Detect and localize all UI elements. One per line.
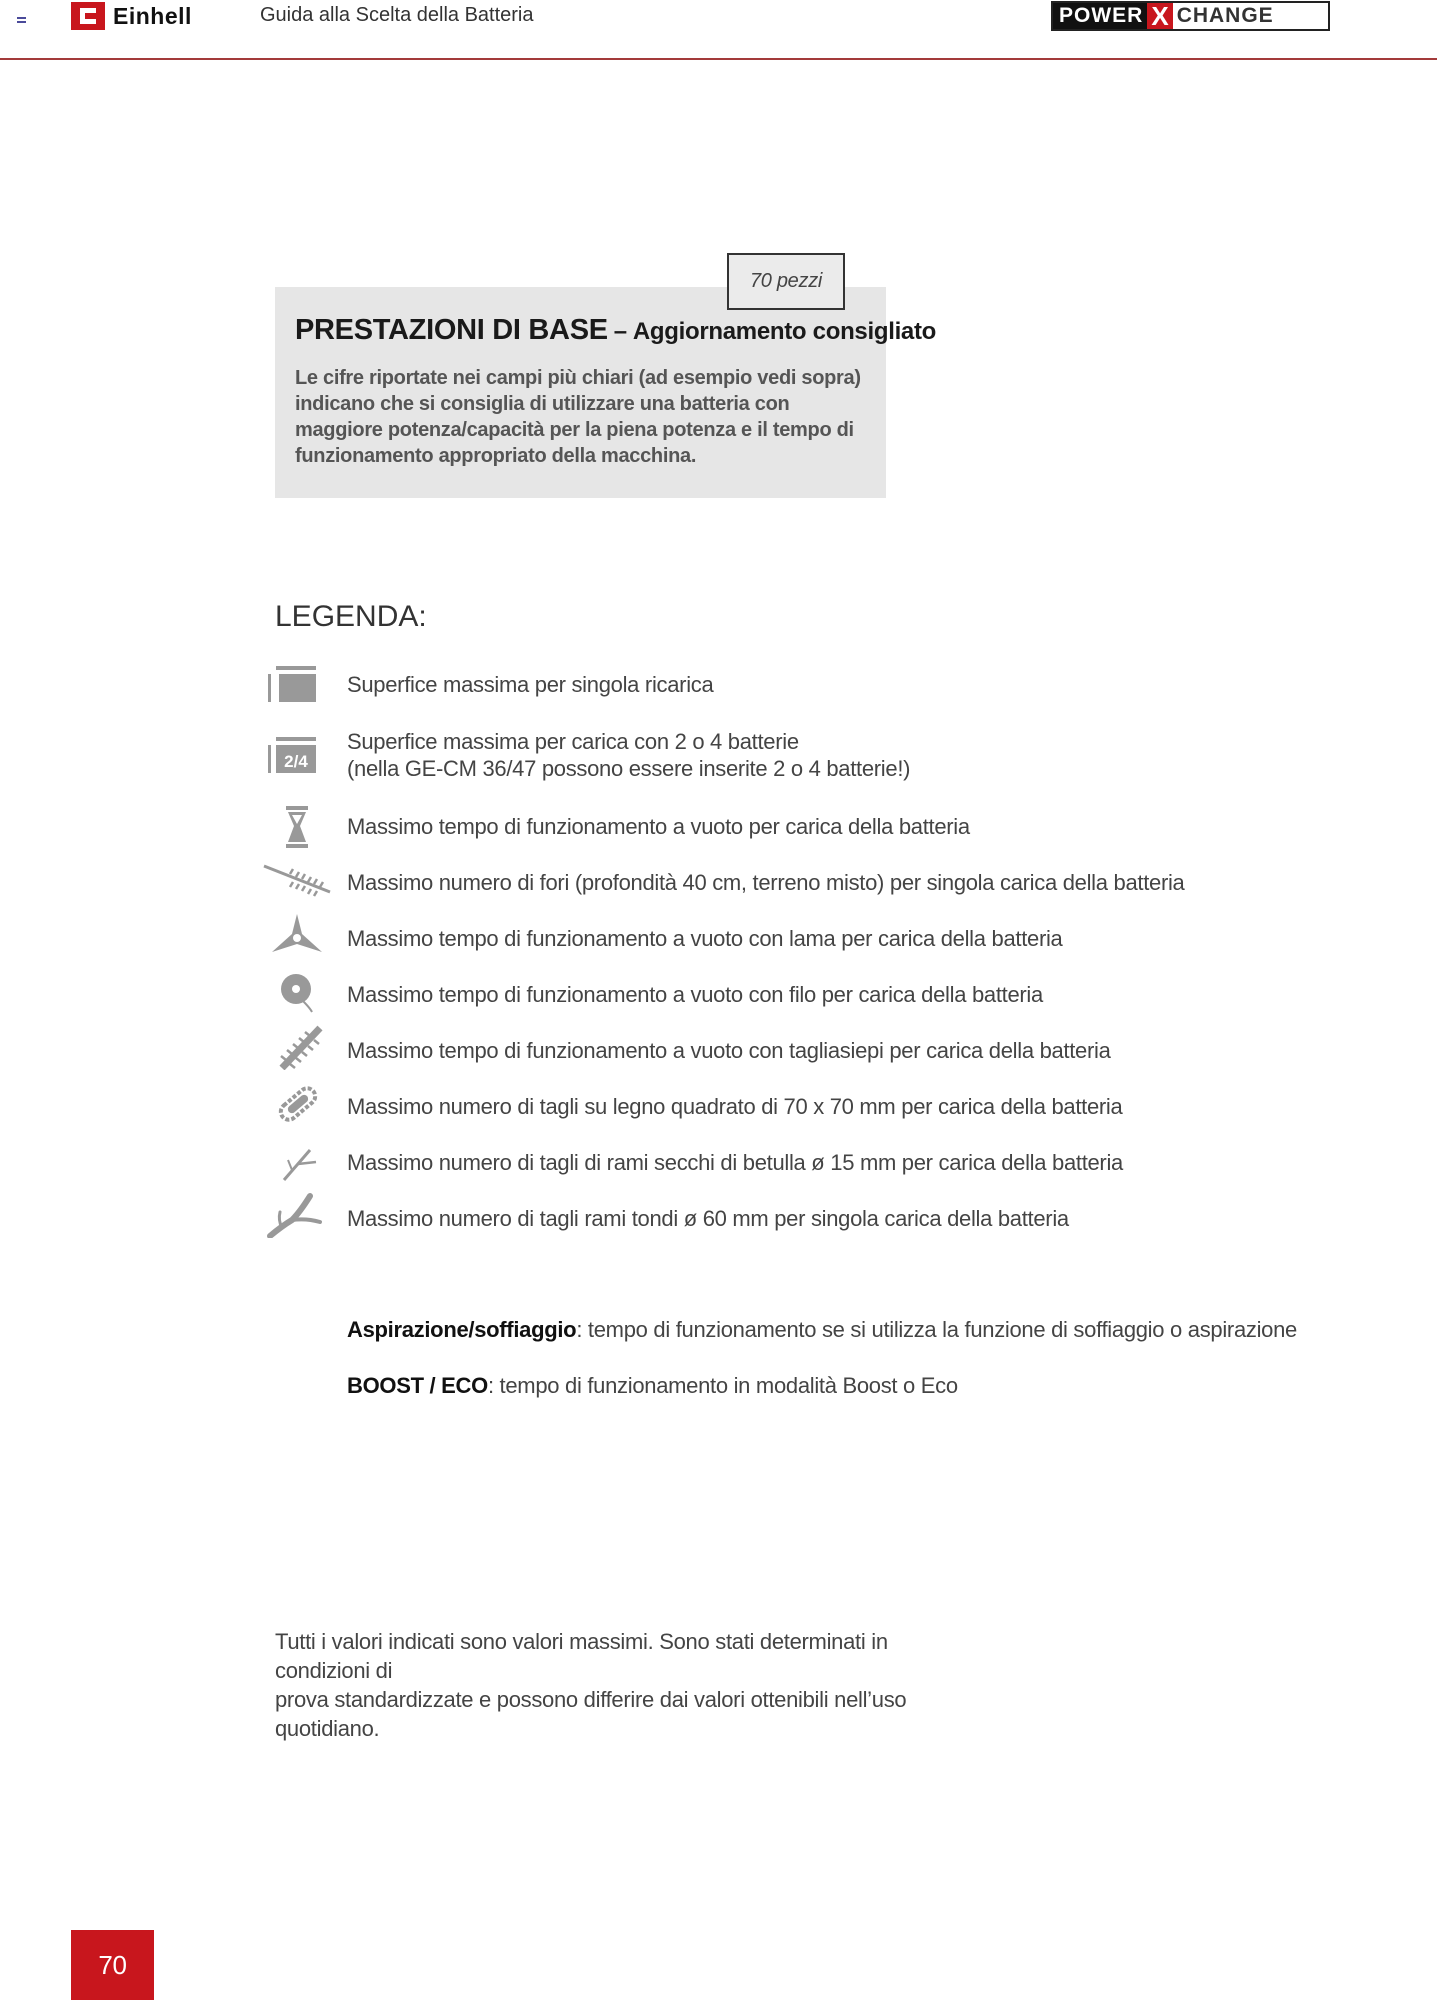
note-boost-eco — [347, 1373, 958, 1399]
line-spool-icon — [262, 968, 332, 1014]
legend-item-area-2-4-line1: Superfice massima per carica con 2 o 4 batterie — [347, 729, 799, 754]
area-2-4-badge: 2/4 — [284, 752, 308, 771]
legend-item-thin-branch-label: Massimo numero di tagli di rami secchi di betulla ø 15 mm per carica della batteria — [347, 1150, 1123, 1175]
legend-item-area-2-4-label — [347, 728, 910, 782]
einhell-logo-mark — [71, 2, 105, 30]
legend-item-thick-branch-label: Massimo numero di tagli rami tondi ø 60 mm per singola carica della batteria — [347, 1206, 1069, 1231]
blade-icon — [262, 912, 332, 958]
note-aspirazione-desc: : tempo di funzionamento se si utilizza la funzione di soffiaggio o aspirazione — [576, 1317, 1297, 1342]
page-header-title: Guida alla Scelta della Batteria — [260, 4, 534, 26]
chainsaw-icon — [262, 1082, 332, 1128]
px-logo-change: CHANGE — [1173, 3, 1278, 29]
legend-title: LEGENDA: — [275, 600, 427, 633]
menu-icon[interactable] — [17, 17, 26, 25]
disclaimer-line2: prova standardizzate e possono differire dai valori ottenibili nell’uso quotidiano. — [275, 1687, 907, 1741]
info-heading-sub: Aggiornamento consigliato — [632, 318, 937, 345]
einhell-logo-text: Einhell — [113, 2, 192, 29]
legend-item-chainsaw-label: Massimo numero di tagli su legno quadrato di 70 x 70 mm per carica della batteria — [347, 1094, 1123, 1119]
info-heading — [295, 314, 936, 347]
px-logo-x: X — [1147, 3, 1172, 29]
hedge-trimmer-icon — [262, 1024, 332, 1070]
disclaimer — [275, 1627, 975, 1743]
info-heading-main: PRESTAZIONI DI BASE — [295, 314, 608, 346]
hourglass-icon — [262, 804, 332, 850]
pezzi-badge: 70 pezzi — [727, 253, 845, 310]
disclaimer-line1: Tutti i valori indicati sono valori massimi. Sono stati determinati in condizioni di — [275, 1629, 888, 1683]
legend-item-area-2-4-line2: (nella GE-CM 36/47 possono essere inserite 2 o 4 batterie!) — [347, 756, 911, 781]
note-aspirazione-term: Aspirazione/soffiaggio — [347, 1317, 577, 1342]
einhell-logo — [71, 2, 192, 30]
note-boost-eco-desc: : tempo di funzionamento in modalità Boost o Eco — [487, 1373, 958, 1398]
note-boost-eco-term: BOOST / ECO — [347, 1373, 488, 1398]
px-logo-power: POWER — [1053, 3, 1147, 29]
power-x-change-logo — [1051, 1, 1330, 31]
legend-item-hedge-trimmer-label: Massimo tempo di funzionamento a vuoto con tagliasiepi per carica della batteria — [347, 1038, 1111, 1063]
thin-branch-icon — [262, 1138, 332, 1184]
legend-item-blade-label: Massimo tempo di funzionamento a vuoto con lama per carica della batteria — [347, 926, 1063, 951]
thick-branch-icon — [262, 1192, 332, 1238]
area-icon — [262, 662, 332, 708]
info-heading-separator: – — [613, 318, 627, 345]
area-2-4-icon — [262, 733, 332, 779]
legend-item-hourglass-label: Massimo tempo di funzionamento a vuoto per carica della batteria — [347, 814, 970, 839]
legend-item-auger-label: Massimo numero di fori (profondità 40 cm, terreno misto) per singola carica della batteria — [347, 870, 1185, 895]
note-aspirazione — [347, 1317, 1297, 1343]
page-number: 70 — [71, 1930, 154, 2000]
legend-item-line-spool-label: Massimo tempo di funzionamento a vuoto con filo per carica della batteria — [347, 982, 1043, 1007]
legend-item-area-label: Superfice massima per singola ricarica — [347, 672, 714, 697]
auger-icon — [262, 858, 332, 904]
header-divider — [0, 58, 1437, 60]
info-text: Le cifre riportate nei campi più chiari (ad esempio vedi sopra) indicano che si consiglia di utilizzare una batteria con maggiore potenza/capacità per la piena potenza e il tempo di funzionamento appropriato della macchina. — [295, 367, 861, 467]
